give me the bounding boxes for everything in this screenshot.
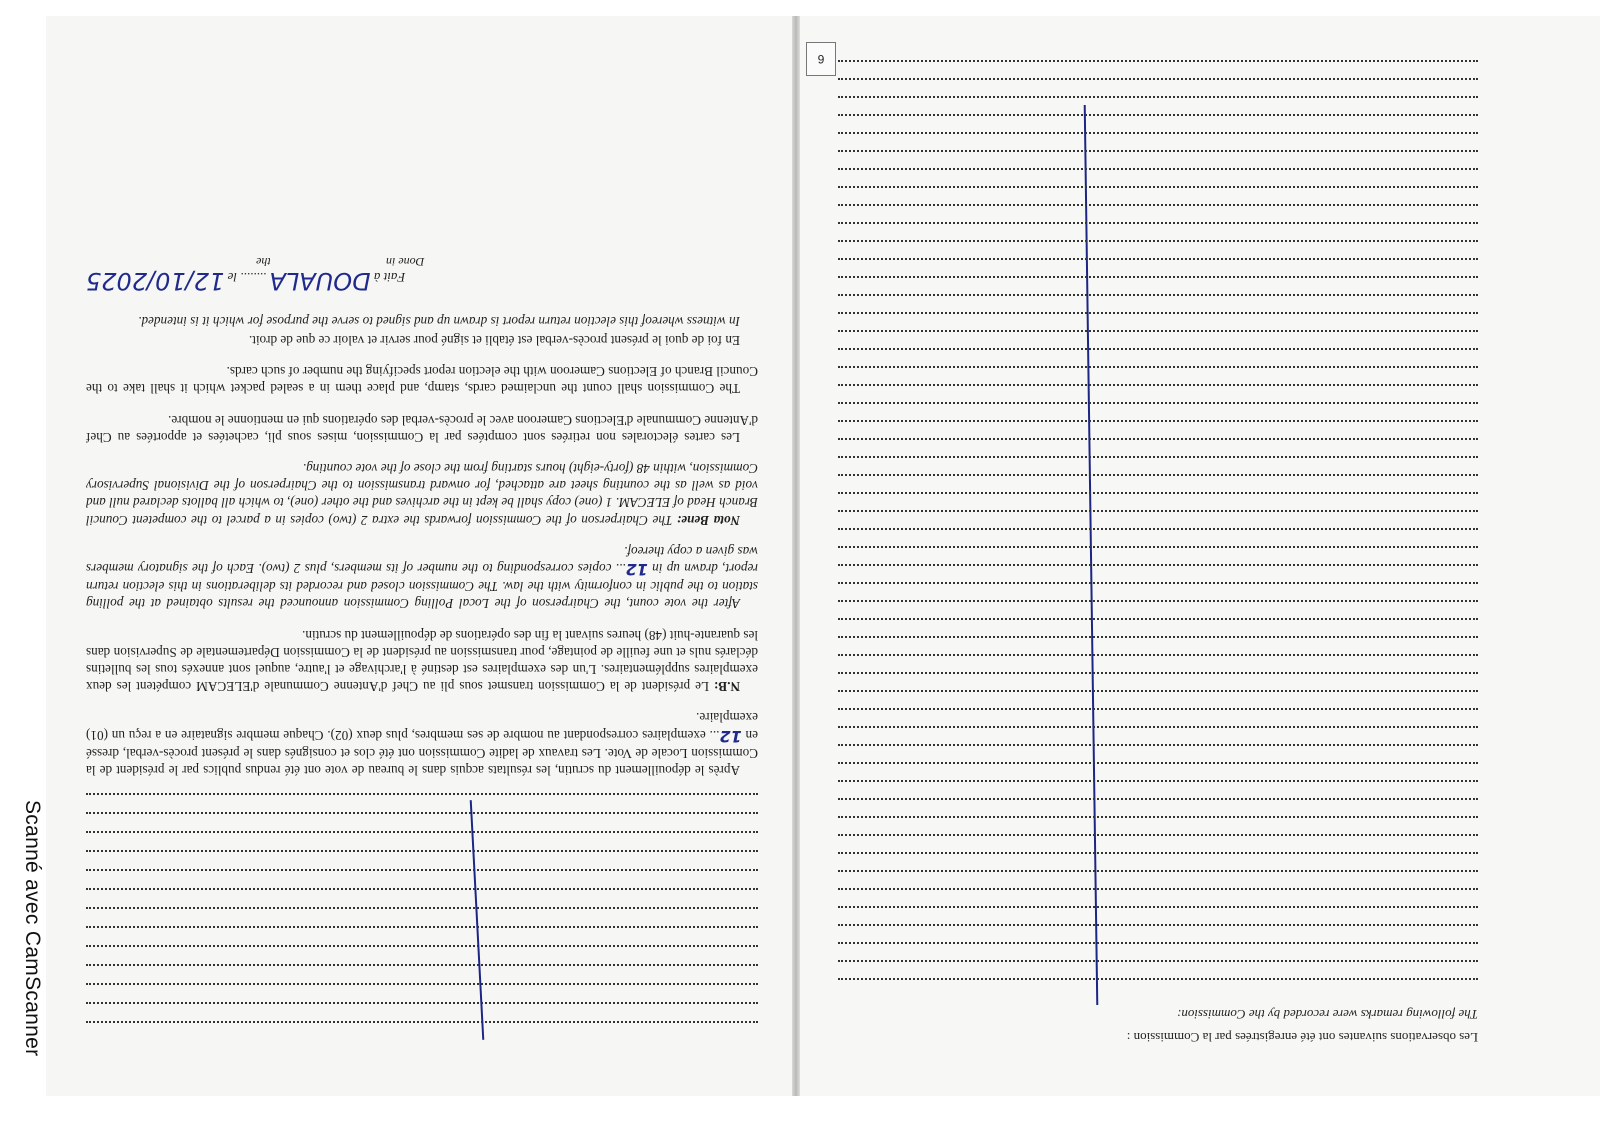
dotted-line — [838, 366, 1478, 384]
dotted-line — [838, 60, 1478, 78]
dotted-line — [838, 96, 1478, 114]
paragraph-fr-nb: N.B: Le président de la Commission transmet sous pli au Chef d'Antenne Communale d'ELECAM compétent les deux exemplaires supplémentaires. L'un des exemplaires est destiné à l'archivage et l'autre, auquel sont annexés tous les bulletins déclarés nuls et une feuille de pointage, pour transmission au président de la Commission Départementale de Supervision dans les quarante-huit (48) heures suivant la fin des opérations de dépouillement du scrutin. — [86, 627, 758, 695]
handwritten-copies-count-en: 12 — [625, 559, 648, 579]
dotted-line — [838, 168, 1478, 186]
dotted-line — [838, 474, 1478, 492]
dotted-line — [86, 888, 758, 907]
dotted-line — [838, 870, 1478, 888]
dotted-line — [838, 402, 1478, 420]
dotted-line — [86, 1021, 758, 1040]
dotted-line — [86, 926, 758, 945]
dotted-line — [838, 438, 1478, 456]
the-label: the — [256, 254, 271, 269]
dotted-line — [838, 330, 1478, 348]
dotted-line — [838, 942, 1478, 960]
dotted-line — [838, 222, 1478, 240]
dotted-line — [838, 348, 1478, 366]
remarks-heading-en: The following remarks were recorded by the Commission: — [1176, 1007, 1478, 1022]
paragraph-en-nota-bene: Nota Bene: The Chairperson of the Commission forwards the extra 2 (two) copies in a parcel to the competent Council Branch Head of ELECAM. 1 (one) copy shall be kept in the archives and the other (one), to which all ballots declared null and void as well as the counting sheet are attached, for onward transmission to the Chairperson of the Divisional Supervisory Commission, within 48 (forty-eight) hours starting from the close of the vote counting. — [86, 460, 758, 528]
paragraph-fr-witness: En foi de quoi le présent procès-verbal est établi et signé pour servir et valoir ce que de droit. — [248, 332, 740, 348]
dotted-line — [838, 924, 1478, 942]
dotted-line — [838, 294, 1478, 312]
dotted-line — [86, 812, 758, 831]
paragraph-en-witness: In witness whereof this election return report is drawn up and signed to serve the purpose for which it is intended. — [138, 313, 740, 329]
dotted-line — [838, 240, 1478, 258]
done-in-label: Done in — [386, 254, 425, 269]
dotted-line — [838, 636, 1478, 654]
dotted-line — [86, 964, 758, 983]
dotted-line — [838, 114, 1478, 132]
dotted-line — [838, 78, 1478, 96]
dotted-line — [838, 726, 1478, 744]
paragraph-en-cards: The Commission shall count the unclaimed cards, stamp, and place them in a sealed packet which it shall take to the Council Branch of Elections Cameroon with the election report specifying the number of such cards. — [86, 364, 758, 397]
dotted-line — [838, 186, 1478, 204]
dotted-line — [838, 312, 1478, 330]
dotted-line — [838, 132, 1478, 150]
handwritten-copies-count: 12 — [719, 726, 742, 746]
dotted-line — [838, 960, 1478, 978]
paragraph-fr-cards: Les cartes électorales non retirées sont comptées par la Commission, mises sous pli, cachetées et apportées au Chef d'Antenne Communale d'Elections Cameroon avec le procès-verbal des opérations qui en mentionne le nombre. — [86, 412, 758, 445]
remarks-heading-fr: Les observations suivantes ont été enregistrées par la Commission : — [1126, 1030, 1478, 1045]
dotted-line — [838, 888, 1478, 906]
handwritten-place: DOUALA — [269, 266, 371, 295]
place-date-line: Fait à DOUALA ........ le 12/10/2025 — [86, 266, 406, 295]
dotted-line — [838, 654, 1478, 672]
dotted-line — [86, 850, 758, 869]
dotted-line — [838, 420, 1478, 438]
dotted-line — [838, 582, 1478, 600]
dotted-line — [838, 618, 1478, 636]
right-page-content — [838, 46, 1478, 1046]
dotted-line — [838, 690, 1478, 708]
dotted-line — [838, 834, 1478, 852]
paragraph-en-results: After the vote count, the Chairperson of the Local Polling Commission announced the results obtained at the polling station to the public in conformity with the law. The Commission closed and recorded its deliberations in this election return report, drawn up in 12... copies corresponding to the number of its members, plus 2 (two). Each of the signatory members was given a copy thereof. — [86, 543, 758, 612]
dotted-line — [838, 780, 1478, 798]
dotted-line — [838, 708, 1478, 726]
camscanner-watermark: Scanné avec CamScanner — [21, 800, 44, 1057]
dotted-line — [838, 564, 1478, 582]
dotted-line — [838, 816, 1478, 834]
dotted-line — [838, 492, 1478, 510]
dotted-line — [838, 852, 1478, 870]
dotted-line — [838, 762, 1478, 780]
dotted-line — [86, 1002, 758, 1021]
dotted-line — [838, 744, 1478, 762]
dotted-line — [838, 204, 1478, 222]
dotted-line — [838, 672, 1478, 690]
dotted-line — [838, 258, 1478, 276]
dotted-line — [86, 831, 758, 850]
dotted-line — [838, 906, 1478, 924]
dotted-line — [838, 456, 1478, 474]
right-remarks-lines — [838, 60, 1478, 996]
dotted-line — [838, 798, 1478, 816]
dotted-line — [86, 945, 758, 964]
book-spine — [792, 16, 800, 1096]
dotted-line — [838, 150, 1478, 168]
dotted-line — [86, 983, 758, 1002]
paragraph-fr-results: Après le dépouillement du scrutin, les résultats acquis dans le bureau de vote ont été rendus publics par le président de la Commission Locale de Vote. Les travaux de ladite Commission ont été clos et consignés dans le présent procès-verbal, dressé en 12... exemplaires correspondant au nombre de ses membres, plus deux (02). Chaque membre signataire en a reçu un (01) exemplaire. — [86, 710, 758, 778]
dotted-line — [838, 276, 1478, 294]
dotted-line — [838, 528, 1478, 546]
dotted-line — [838, 600, 1478, 618]
page-number: 6 — [806, 42, 836, 76]
dotted-line — [838, 510, 1478, 528]
left-remarks-lines — [86, 793, 758, 1040]
dotted-line — [838, 546, 1478, 564]
dotted-line — [86, 793, 758, 812]
dotted-line — [86, 869, 758, 888]
signature-place-date — [86, 243, 758, 299]
left-page-content — [86, 150, 758, 1040]
handwritten-date: 12/10/2025 — [86, 266, 225, 295]
dotted-line — [86, 907, 758, 926]
dotted-line — [838, 384, 1478, 402]
dotted-line — [838, 978, 1478, 996]
